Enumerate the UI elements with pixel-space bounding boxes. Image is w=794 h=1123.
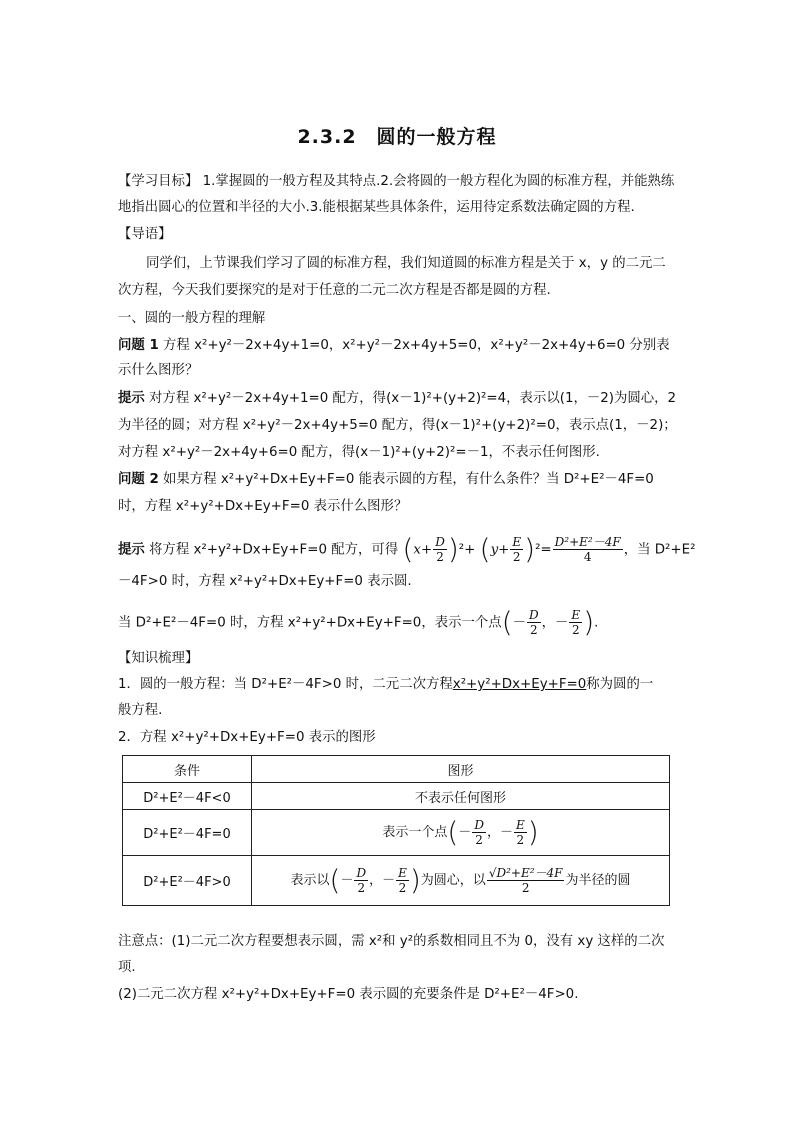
question-1-line-1 <box>118 336 670 356</box>
right-paren: ) <box>527 815 539 849</box>
fraction-denominator: 2 <box>516 833 525 847</box>
conditions-table <box>122 755 670 906</box>
table-cell-condition: D²+E²－4F=0 <box>123 810 252 856</box>
fraction-numerator: D <box>529 608 539 622</box>
left-paren: ( <box>329 863 341 897</box>
table-row <box>123 810 670 856</box>
fraction-radius <box>487 866 565 895</box>
hint-2-post: ，当 D²+E² <box>623 542 696 558</box>
left-paren: ( <box>447 815 459 849</box>
knowledge-item-1-post: 称为圆的一 <box>586 677 654 692</box>
fraction-denominator: 2 <box>398 881 407 895</box>
fraction-denominator: 4 <box>583 550 592 564</box>
fraction-d-over-2 <box>354 866 368 895</box>
fraction-denominator: 2 <box>530 623 538 637</box>
fraction-numerator: D <box>435 535 445 549</box>
square-plus: ²+ <box>458 542 476 558</box>
objectives-text-1: 1.掌握圆的一般方程及其特点.2.会将圆的一般方程化为圆的标准方程，并能熟练 <box>202 174 675 189</box>
table-cell-shape: 表示一个点(－ $\frac{D}{2}$ ，－ $\frac{E}{2}$ ) <box>252 810 670 856</box>
intro-line-1: 同学们，上节课我们学习了圆的标准方程，我们知道圆的标准方程是关于 x，y 的二元二 <box>146 256 666 271</box>
intro-line-2: 次方程，今天我们要探究的是对于任意的二元二次方程是否都是圆的方程. <box>118 283 551 298</box>
fraction-denominator: 2 <box>357 881 366 895</box>
fraction-numerator: E <box>398 866 407 880</box>
table-cell-shape-post: 为半径的圆 <box>565 873 631 888</box>
question-2-label: 问题 2 <box>118 472 159 487</box>
table-row <box>123 783 670 810</box>
left-paren: ( <box>501 605 513 639</box>
fraction-numerator: √D²+E²－4F <box>488 866 563 880</box>
right-paren: ) <box>447 532 459 566</box>
hint-1-line-1 <box>118 389 676 409</box>
question-1-line-2: 示什么图形？ <box>118 363 199 378</box>
hint-2-term-x: x+ <box>413 542 433 558</box>
right-paren: ) <box>409 863 421 897</box>
fraction-e-over-2 <box>569 608 582 637</box>
fraction-denominator: 2 <box>571 623 580 637</box>
hint-1-line-3: 对方程 x²+y²－2x+4y+6=0 配方，得(x－1)²+(y+2)²=－1，不表示任何图形. <box>118 445 600 460</box>
question-2-text-1: 如果方程 x²+y²+Dx+Ey+F=0 能表示圆的方程，有什么条件？当 D²+E²－4F=0 <box>163 472 654 487</box>
knowledge-label: 【知识梳理】 <box>118 651 199 666</box>
fraction-d-over-2 <box>527 608 541 637</box>
left-paren: ( <box>402 532 414 566</box>
question-2-line-1 <box>118 470 654 490</box>
hint-1-label: 提示 <box>118 391 145 406</box>
objectives-line-2: 地指出圆心的位置和半径的大小.3.能根据某些具体条件，运用待定系数法确定圆的方程. <box>118 200 635 215</box>
fraction-denominator: 2 <box>475 833 483 847</box>
right-paren: ) <box>524 532 536 566</box>
table-cell-shape: 表示以(－ $\frac{D}{2}$ ，－ $\frac{E}{2}$ )为圆心，以 $\frac{\text{√D²+E²－4F}}{2}$ 为半径的圆 <box>252 856 670 906</box>
hint-2-line-3: 当 D²+E²－4F=0 时，方程 x²+y²+Dx+Ey+F=0，表示一个点(－ $\frac{D}{2}$ ，－ $\frac{E}{2}$ ). <box>118 605 599 639</box>
hint-2-line-1 <box>118 532 696 566</box>
hint-1-text-1: 对方程 x²+y²－2x+4y+1=0 配方，得(x－1)²+(y+2)²=4，表示以(1，－2)为圆心，2 <box>149 391 677 406</box>
fraction-numerator: E <box>512 535 522 549</box>
fraction-e-over-2 <box>510 535 523 564</box>
hint-2-label: 提示 <box>118 542 145 558</box>
objectives-label: 【学习目标】 <box>118 174 199 189</box>
knowledge-item-1 <box>118 675 653 695</box>
question-1-text-1: 方程 x²+y²－2x+4y+1=0，x²+y²－2x+4y+5=0，x²+y²－2x+4y+6=0 分别表 <box>163 338 670 353</box>
fraction-numerator: E <box>515 818 525 832</box>
table-header-condition: 条件 <box>123 756 252 783</box>
knowledge-item-1-pre: 1．圆的一般方程：当 D²+E²－4F>0 时，二元二次方程 <box>118 677 453 692</box>
hint-2-pre: 将方程 x²+y²+Dx+Ey+F=0 配方，可得 <box>149 542 399 558</box>
table-cell-shape-mid: 为圆心，以 <box>420 873 486 888</box>
table-cell-condition: D²+E²－4F>0 <box>123 856 252 906</box>
fraction-numerator: D²+E²－4F <box>554 535 621 549</box>
notes-line-1: 注意点：(1)二元二次方程要想表示圆，需 x²和 y²的系数相同且不为 0，没有 xy 这样的二次 <box>118 934 665 949</box>
general-equation: x²+y²+Dx+Ey+F=0 <box>452 677 587 692</box>
square-equals: ²= <box>535 542 552 558</box>
fraction-d-over-2 <box>472 818 486 847</box>
fraction-denominator: 2 <box>521 881 530 895</box>
fraction-e-over-2 <box>396 866 409 895</box>
fraction-denominator: 2 <box>436 550 444 564</box>
fraction-d-over-2 <box>433 535 447 564</box>
hint-1-line-2: 为半径的圆；对方程 x²+y²－2x+4y+5=0 配方，得(x－1)²+(y+2)²=0，表示点(1，－2)； <box>118 418 677 433</box>
intro-label: 【导语】 <box>118 227 172 242</box>
table-header-row <box>123 756 670 783</box>
question-1-label: 问题 1 <box>118 338 159 353</box>
fraction-e-over-2 <box>514 818 527 847</box>
table-header-shape: 图形 <box>252 756 670 783</box>
hint-2-term-y: y+ <box>490 542 510 558</box>
knowledge-item-1-line-2: 般方程. <box>118 703 163 718</box>
page-title: 2.3.2 圆的一般方程 <box>297 126 497 148</box>
left-paren: ( <box>479 532 491 566</box>
fraction-denominator: 2 <box>512 550 521 564</box>
table-cell-condition: D²+E²－4F<0 <box>123 783 252 810</box>
fraction-radius-squared <box>553 535 623 564</box>
table-row <box>123 856 670 906</box>
question-2-line-2: 时，方程 x²+y²+Dx+Ey+F=0 表示什么图形？ <box>118 499 408 514</box>
fraction-numerator: D <box>356 866 367 880</box>
fraction-numerator: E <box>571 608 581 622</box>
table-cell-shape-text: 表示以 <box>290 873 330 888</box>
notes-line-2: 项. <box>118 960 136 975</box>
fraction-numerator: D <box>474 818 484 832</box>
table-cell-shape: 不表示任何图形 <box>252 783 670 810</box>
right-paren: ) <box>583 605 595 639</box>
notes-line-3: (2)二元二次方程 x²+y²+Dx+Ey+F=0 表示圆的充要条件是 D²+E²－4F>0. <box>118 987 579 1002</box>
knowledge-item-2: 2．方程 x²+y²+Dx+Ey+F=0 表示的图形 <box>118 730 376 745</box>
hint-2-line-2: －4F>0 时，方程 x²+y²+Dx+Ey+F=0 表示圆. <box>118 574 412 589</box>
hint-2-line-3-text: 当 D²+E²－4F=0 时，方程 x²+y²+Dx+Ey+F=0，表示一个点 <box>118 615 502 631</box>
section-heading: 一、圆的一般方程的理解 <box>118 311 266 326</box>
objectives-line-1 <box>118 172 674 192</box>
table-cell-shape-text: 表示一个点 <box>382 825 448 840</box>
